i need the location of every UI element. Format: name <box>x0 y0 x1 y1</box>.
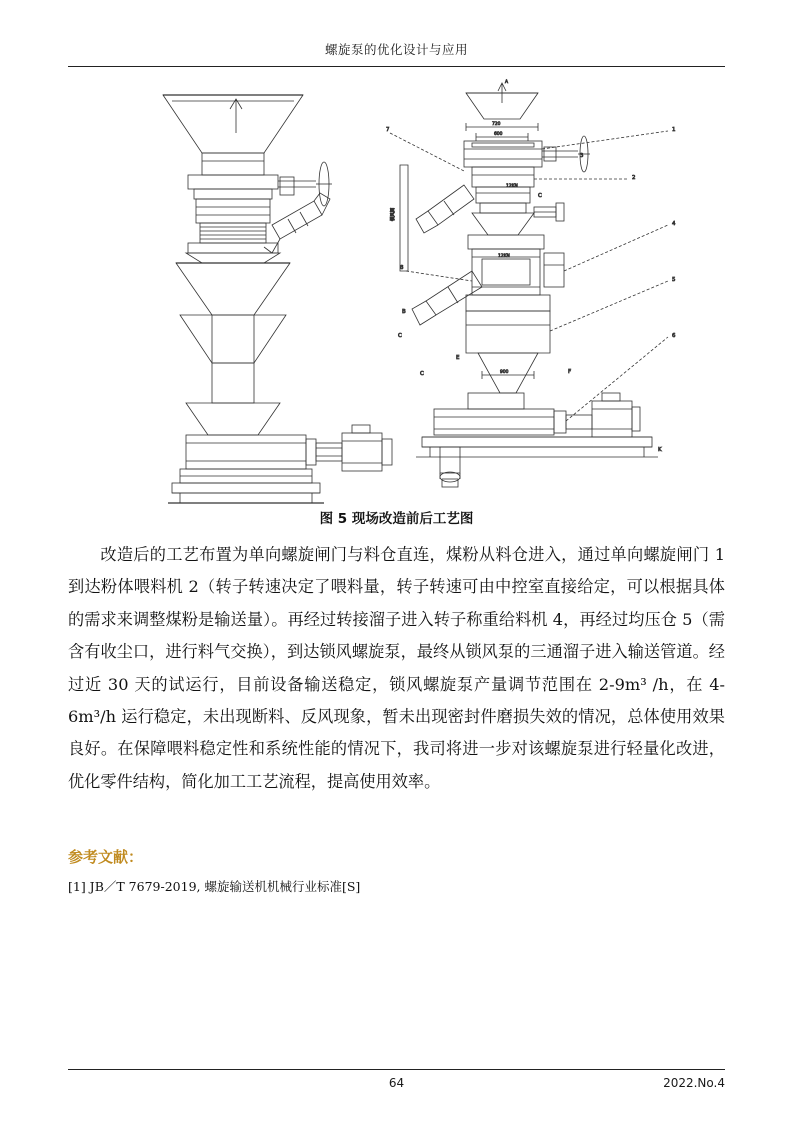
svg-text:F: F <box>568 369 572 375</box>
svg-text:A: A <box>505 80 509 85</box>
page-content <box>68 40 725 1082</box>
dim-600: 600 <box>494 132 503 137</box>
svg-text:4: 4 <box>672 221 676 227</box>
svg-text:3: 3 <box>580 153 584 159</box>
footer-rule <box>68 1069 725 1070</box>
body-paragraph <box>68 539 725 798</box>
dim-720: 720 <box>492 122 501 127</box>
svg-text:C: C <box>538 193 542 199</box>
svg-text:8: 8 <box>400 265 404 271</box>
svg-text:K: K <box>658 447 662 453</box>
svg-text:12KN: 12KN <box>498 254 510 259</box>
paragraph-text: 改造后的工艺布置为单向螺旋闸门与料仓直连，煤粉从料仓进入，通过单向螺旋闸门 1 到达粉体喂料机 2（转子转速决定了喂料量，转子转速可由中控室直接给定，可以根据具体的需求来调整煤粉是输送量）。再经过转接溜子进入转子称重给料机 4，再经过均压仓 5（需含有收尘口，进行料气交换），到达锁风螺旋泵，最终从锁风泵的三通溜子进入输送管道。经过近 30 天的试运行，目前设备输送稳定，锁风螺旋泵产量调节范围在 2-9m³ /h，在 4-6m³/h 运行稳定，未出现断料、反风现象，暂未出现密封件磨损失效的情况，总体使用效果良好。在保障喂料稳定性和系统性能的情况下，我司将进一步对该螺旋泵进行轻量化改进，优化零件结构，简化加工工艺流程，提高使用效率。 <box>68 545 725 791</box>
running-title: 螺旋泵的优化设计与应用 <box>324 42 468 57</box>
svg-text:5: 5 <box>672 277 676 283</box>
figure-caption: 图 5 现场改造前后工艺图 <box>319 511 474 527</box>
reference-item: [1] JB／T 7679-2019, 螺旋输送机机械行业标准[S] <box>68 879 361 895</box>
svg-text:6: 6 <box>672 333 676 339</box>
svg-text:C: C <box>420 371 424 377</box>
running-header <box>68 40 725 64</box>
svg-text:E: E <box>456 355 460 361</box>
page-number: 64 <box>388 1076 405 1090</box>
references-title: 参考文献： <box>68 848 144 867</box>
svg-text:2: 2 <box>632 175 636 181</box>
dim-900: 900 <box>500 370 509 375</box>
issue-label: 2022.No.4 <box>663 1076 725 1090</box>
svg-text:1: 1 <box>672 127 676 133</box>
svg-text:C: C <box>398 333 402 339</box>
svg-text:12KN: 12KN <box>506 184 518 189</box>
process-figure <box>68 75 725 505</box>
svg-text:锁风阀: 锁风阀 <box>391 207 396 221</box>
page-footer <box>68 1069 725 1090</box>
header-rule <box>68 66 725 67</box>
svg-text:B: B <box>402 309 406 315</box>
svg-text:7: 7 <box>386 127 390 133</box>
